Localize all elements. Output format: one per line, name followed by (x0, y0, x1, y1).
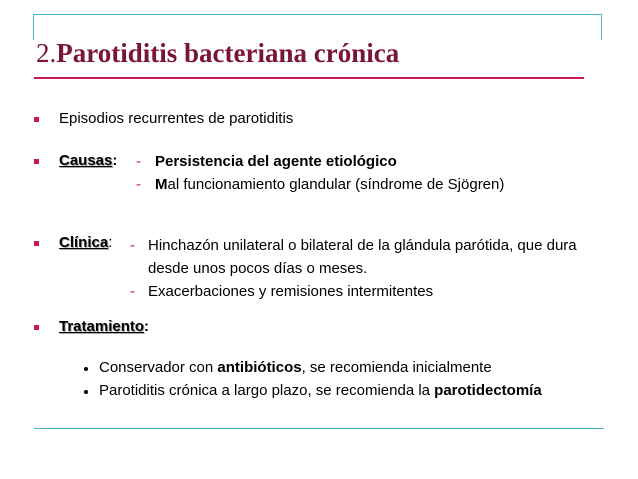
clinica-colon: : (108, 234, 113, 251)
clinica-line-1: Hinchazón unilateral o bilateral de la glándula parótida, que dura (148, 237, 577, 254)
dash-marker: - (130, 237, 135, 254)
item-episodios: Episodios recurrentes de parotiditis (59, 110, 294, 127)
frame-left-line (33, 14, 34, 40)
bullet-dot-icon (84, 390, 88, 394)
clinica-line-2: Exacerbaciones y remisiones intermitentes (148, 283, 434, 300)
bullet-square-icon (34, 241, 39, 246)
title-text: Parotiditis bacteriana crónica (56, 38, 400, 68)
tratamiento-heading (59, 318, 149, 335)
dash-marker: - (136, 153, 141, 170)
causas-colon: : (112, 152, 118, 169)
clinica-line-1-continued: desde unos pocos días o meses. (148, 260, 368, 277)
tratamiento-sub-1-pre: Conservador con (99, 359, 218, 376)
causas-label: Causas (59, 152, 113, 169)
clinica-label: Clínica (59, 234, 109, 251)
frame-right-line (601, 14, 602, 40)
causas-line-2-rest: al funcionamiento glandular (síndrome de Sjögren) (167, 176, 505, 193)
tratamiento-sub-1-bold: antibióticos (217, 359, 302, 376)
bullet-square-icon (34, 159, 39, 164)
causas-line-2 (155, 176, 504, 193)
title-number: 2. (36, 38, 57, 68)
dash-marker: - (130, 283, 135, 300)
slide-title (36, 38, 399, 69)
frame-top-line (34, 14, 602, 15)
tratamiento-sub-1 (99, 359, 492, 376)
dash-marker: - (136, 176, 141, 193)
clinica-heading (59, 234, 112, 251)
tratamiento-sub-2-pre: Parotiditis crónica a largo plazo, se recomienda la (99, 382, 435, 399)
causas-line-2-initial: M (155, 176, 168, 193)
causas-line-1: Persistencia del agente etiológico (155, 153, 397, 170)
tratamiento-colon: : (144, 318, 150, 335)
tratamiento-label: Tratamiento (59, 318, 145, 335)
tratamiento-sub-2 (99, 382, 542, 399)
tratamiento-sub-2-bold: parotidectomía (434, 382, 542, 399)
bottom-divider (34, 428, 604, 429)
title-underline (34, 77, 584, 79)
tratamiento-sub-1-post: , se recomienda inicialmente (301, 359, 492, 376)
bullet-square-icon (34, 325, 39, 330)
bullet-dot-icon (84, 367, 88, 371)
bullet-square-icon (34, 117, 39, 122)
causas-heading (59, 152, 117, 169)
